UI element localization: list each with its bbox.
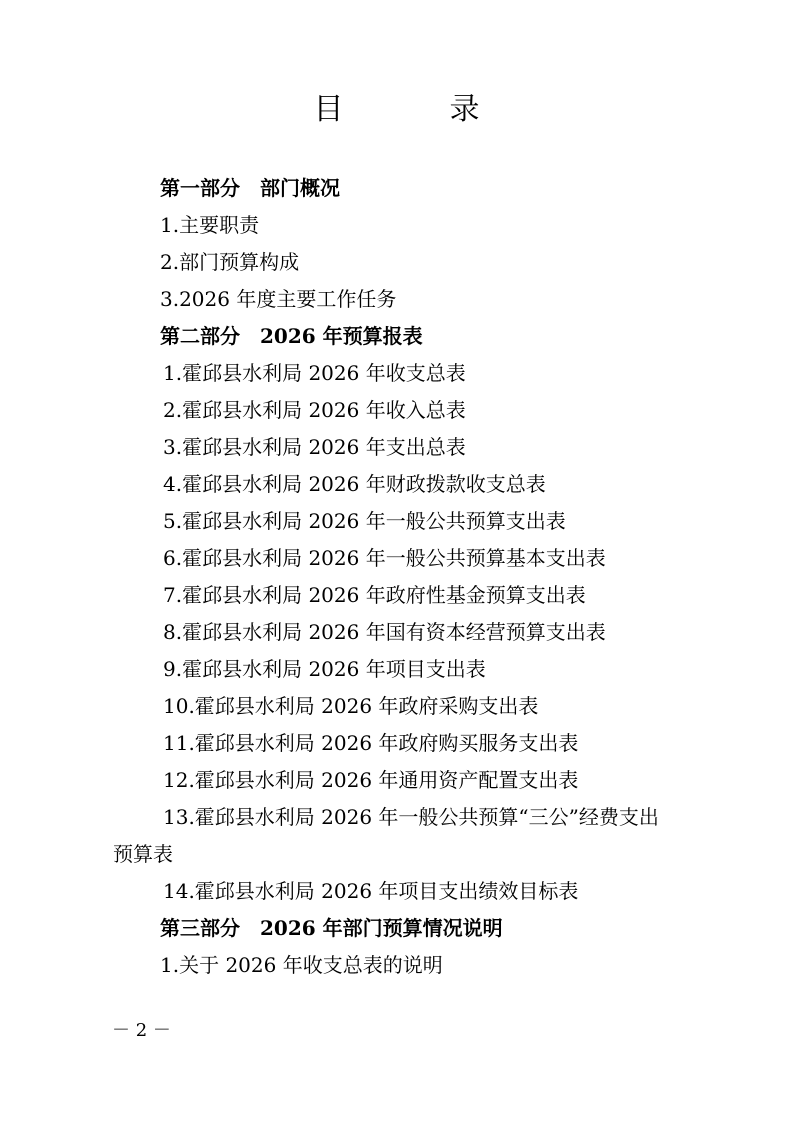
toc-title: 目 录 <box>313 92 518 127</box>
toc-item: 3.2026 年度主要工作任务 <box>160 287 397 311</box>
toc-item: 1.关于 2026 年收支总表的说明 <box>160 953 443 977</box>
toc-item: 6.霍邱县水利局 2026 年一般公共预算基本支出表 <box>163 546 606 570</box>
toc-item: 1.主要职责 <box>160 213 260 237</box>
toc-item: 13.霍邱县水利局 2026 年一般公共预算“三公”经费支出 <box>163 805 659 829</box>
toc-item: 11.霍邱县水利局 2026 年政府购买服务支出表 <box>163 731 579 755</box>
toc-item: 2.霍邱县水利局 2026 年收入总表 <box>163 398 466 422</box>
part1-heading: 第一部分 部门概况 <box>160 176 340 200</box>
toc-item: 4.霍邱县水利局 2026 年财政拨款收支总表 <box>163 472 546 496</box>
part3-heading: 第三部分 2026 年部门预算情况说明 <box>160 916 503 940</box>
toc-item: 12.霍邱县水利局 2026 年通用资产配置支出表 <box>163 768 579 792</box>
toc-item: 2.部门预算构成 <box>160 250 300 274</box>
toc-item: 14.霍邱县水利局 2026 年项目支出绩效目标表 <box>163 879 579 903</box>
toc-item: 7.霍邱县水利局 2026 年政府性基金预算支出表 <box>163 583 586 607</box>
part2-heading: 第二部分 2026 年预算报表 <box>160 324 423 348</box>
toc-item: 3.霍邱县水利局 2026 年支出总表 <box>163 435 466 459</box>
page-number: － 2 － <box>112 1020 171 1041</box>
toc-item: 5.霍邱县水利局 2026 年一般公共预算支出表 <box>163 509 566 533</box>
toc-item: 9.霍邱县水利局 2026 年项目支出表 <box>163 657 486 681</box>
toc-item-continuation: 预算表 <box>113 842 173 866</box>
toc-item: 1.霍邱县水利局 2026 年收支总表 <box>163 361 466 385</box>
toc-item: 8.霍邱县水利局 2026 年国有资本经营预算支出表 <box>163 620 606 644</box>
toc-item: 10.霍邱县水利局 2026 年政府采购支出表 <box>163 694 539 718</box>
